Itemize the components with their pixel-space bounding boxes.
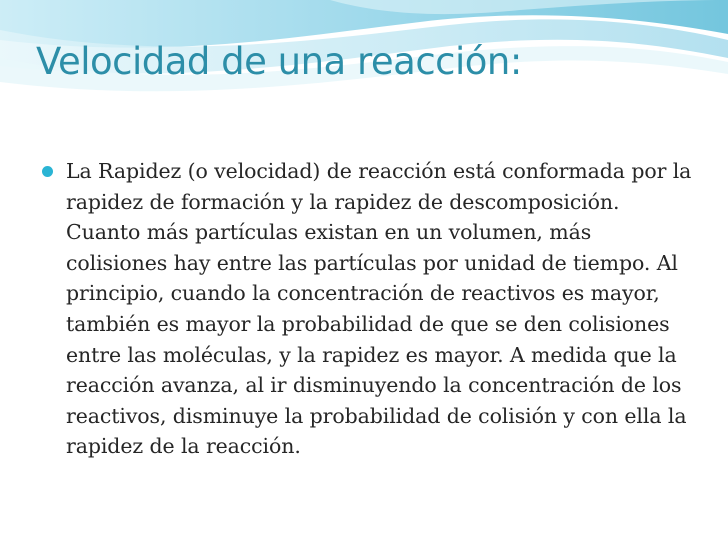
bullet-text: La Rapidez (o velocidad) de reacción está conformada por la rapidez de formación y la rapidez de descomposición. Cuanto más partículas existan en un volumen, más colisiones hay entre las partículas por unidad de tiempo. Al principio, cuando la concentración de reactivos es mayor, también es mayor la probabilidad de que se den colisiones entre las moléculas, y la rapidez es mayor. A medida que la reacción avanza, al ir disminuyendo la concentración de los reactivos, disminuye la probabilidad de colisión y con ella la rapidez de la reacción. — [66, 159, 692, 459]
bullet-item — [42, 156, 692, 462]
slide-title: Velocidad de una reacción: — [36, 40, 522, 83]
slide-content — [42, 156, 692, 462]
bullet-icon — [42, 166, 53, 177]
